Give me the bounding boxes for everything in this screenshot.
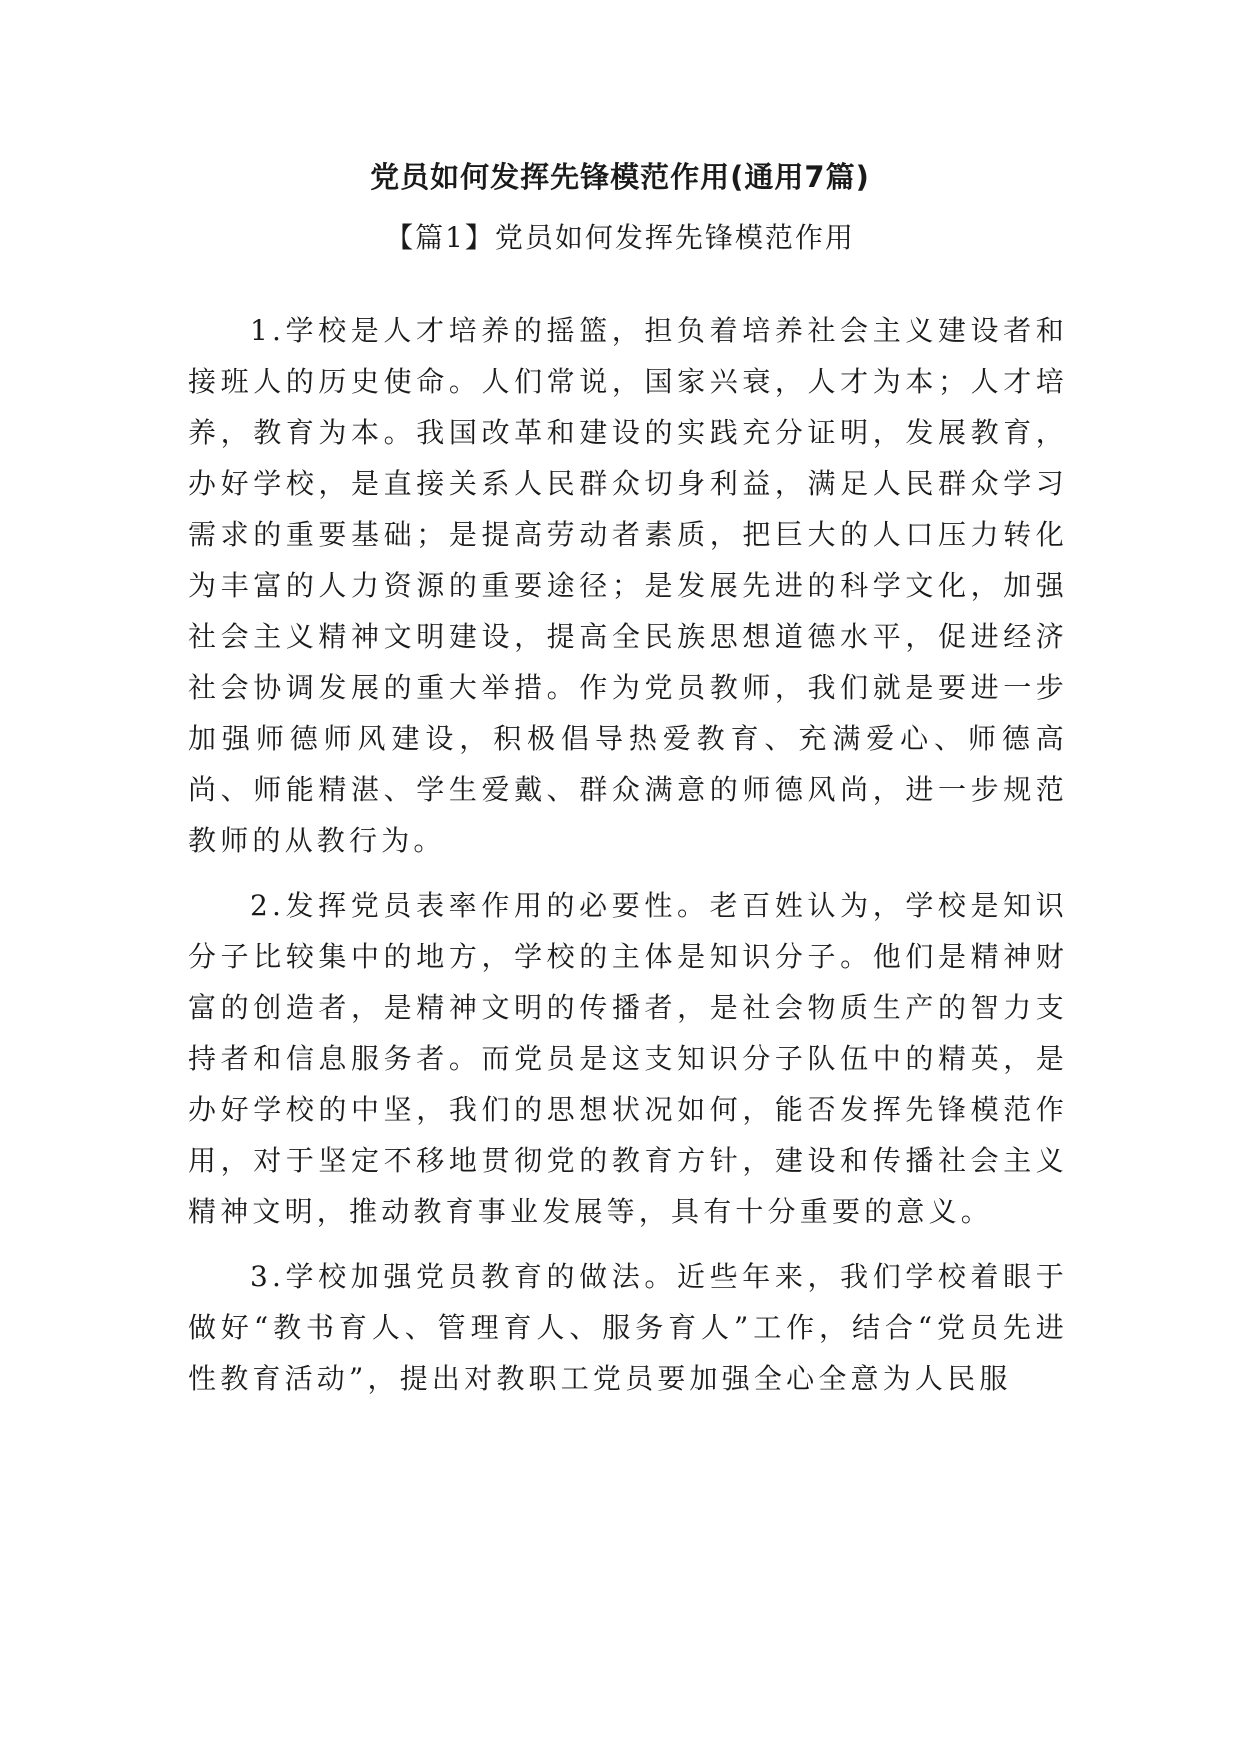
section-heading: 【篇1】党员如何发挥先锋模范作用 [385, 221, 855, 254]
paragraph-2: 2.发挥党员表率作用的必要性。老百姓认为，学校是知识分子比较集中的地方，学校的主体是知识分子。他们是精神财富的创造者，是精神文明的传播者，是社会物质生产的智力支持者和信息服务者。而党员是这支知识分子队伍中的精英，是办好学校的中坚，我们的思想状况如何，能否发挥先锋模范作用，对于坚定不移地贯彻党的教育方针，建设和传播社会主义精神文明，推动教育事业发展等，具有十分重要的意义。 [188, 889, 1068, 1228]
document-title: 党员如何发挥先锋模范作用(通用7篇) [370, 160, 870, 194]
paragraph-1: 1.学校是人才培养的摇篮，担负着培养社会主义建设者和接班人的历史使命。人们常说，国家兴衰，人才为本；人才培养，教育为本。我国改革和建设的实践充分证明，发展教育，办好学校，是直接关系人民群众切身利益，满足人民群众学习需求的重要基础；是提高劳动者素质，把巨大的人口压力转化为丰富的人力资源的重要途径；是发展先进的科学文化，加强社会主义精神文明建设，提高全民族思想道德水平，促进经济社会协调发展的重大举措。作为党员教师，我们就是要进一步加强师德师风建设，积极倡导热爱教育、充满爱心、师德高尚、师能精湛、学生爱戴、群众满意的师德风尚，进一步规范教师的从教行为。 [188, 314, 1068, 857]
document-body [188, 305, 1068, 1418]
paragraph-3: 3.学校加强党员教育的做法。近些年来，我们学校着眼于做好“教书育人、管理育人、服务育人”工作，结合“党员先进性教育活动”，提出对教职工党员要加强全心全意为人民服 [188, 1260, 1068, 1395]
